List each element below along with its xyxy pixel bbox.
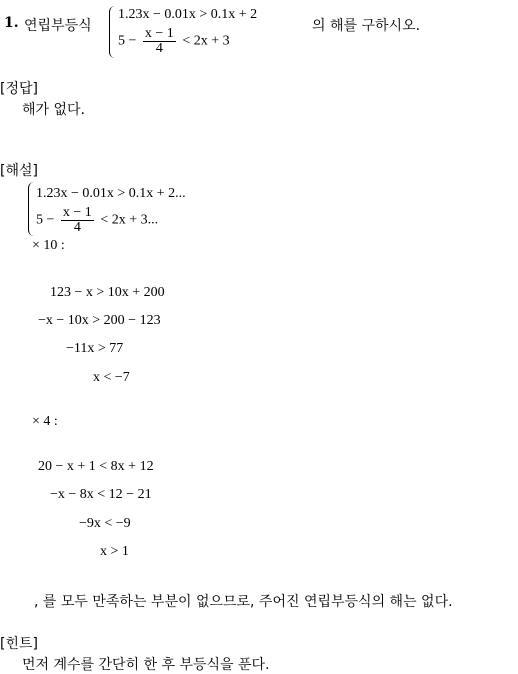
solution-mult1: × 10 : xyxy=(32,238,65,253)
hint-text: 먼저 계수를 간단히 한 후 부등식을 푼다. xyxy=(22,657,270,673)
problem-suffix: 의 해를 구하시오. xyxy=(312,18,421,34)
solution-brace xyxy=(28,182,35,236)
problem-eq2-fraction: $\frac{x - 1}{4}$ xyxy=(144,26,174,56)
hint-header: [힌트] xyxy=(0,636,38,652)
solution-eq2 xyxy=(36,206,158,235)
problem-title: 연립부등식 xyxy=(24,18,92,34)
solution-header: [해설] xyxy=(0,163,38,179)
problem-brace xyxy=(109,6,116,58)
step2-line1: 20 − x + 1 < 8x + 12 xyxy=(38,459,154,474)
problem-eq2-left: 5 − xyxy=(118,33,137,49)
step1-line4: x < −7 xyxy=(93,370,130,385)
problem-eq1: 1.23x − 0.01x > 0.1x + 2 xyxy=(118,7,258,22)
solution-eq1: 1.23x − 0.01x > 0.1x + 2... xyxy=(36,186,186,201)
problem-eq2-right: < 2x + 3 xyxy=(182,33,230,49)
problem-number: 1. xyxy=(4,15,19,31)
step1-line1: 123 − x > 10x + 200 xyxy=(50,285,165,300)
solution-conclusion: , 를 모두 만족하는 부분이 없으므로, 주어진 연립부등식의 해는 없다. xyxy=(34,594,453,610)
answer-header: [정답] xyxy=(0,81,38,97)
answer-text: 해가 없다. xyxy=(22,102,85,118)
solution-eq2-fraction: $\frac{x - 1}{4}$ xyxy=(62,205,92,235)
step2-line4: x > 1 xyxy=(100,544,129,559)
solution-eq2-right: < 2x + 3... xyxy=(100,212,159,228)
step2-line3: −9x < −9 xyxy=(79,516,131,531)
step1-line3: −11x > 77 xyxy=(66,341,124,356)
step1-line2: −x − 10x > 200 − 123 xyxy=(38,313,161,328)
step2-line2: −x − 8x < 12 − 21 xyxy=(50,487,152,502)
solution-mult2: × 4 : xyxy=(32,414,58,429)
problem-eq2 xyxy=(118,27,230,56)
solution-eq2-left: 5 − xyxy=(36,212,55,228)
